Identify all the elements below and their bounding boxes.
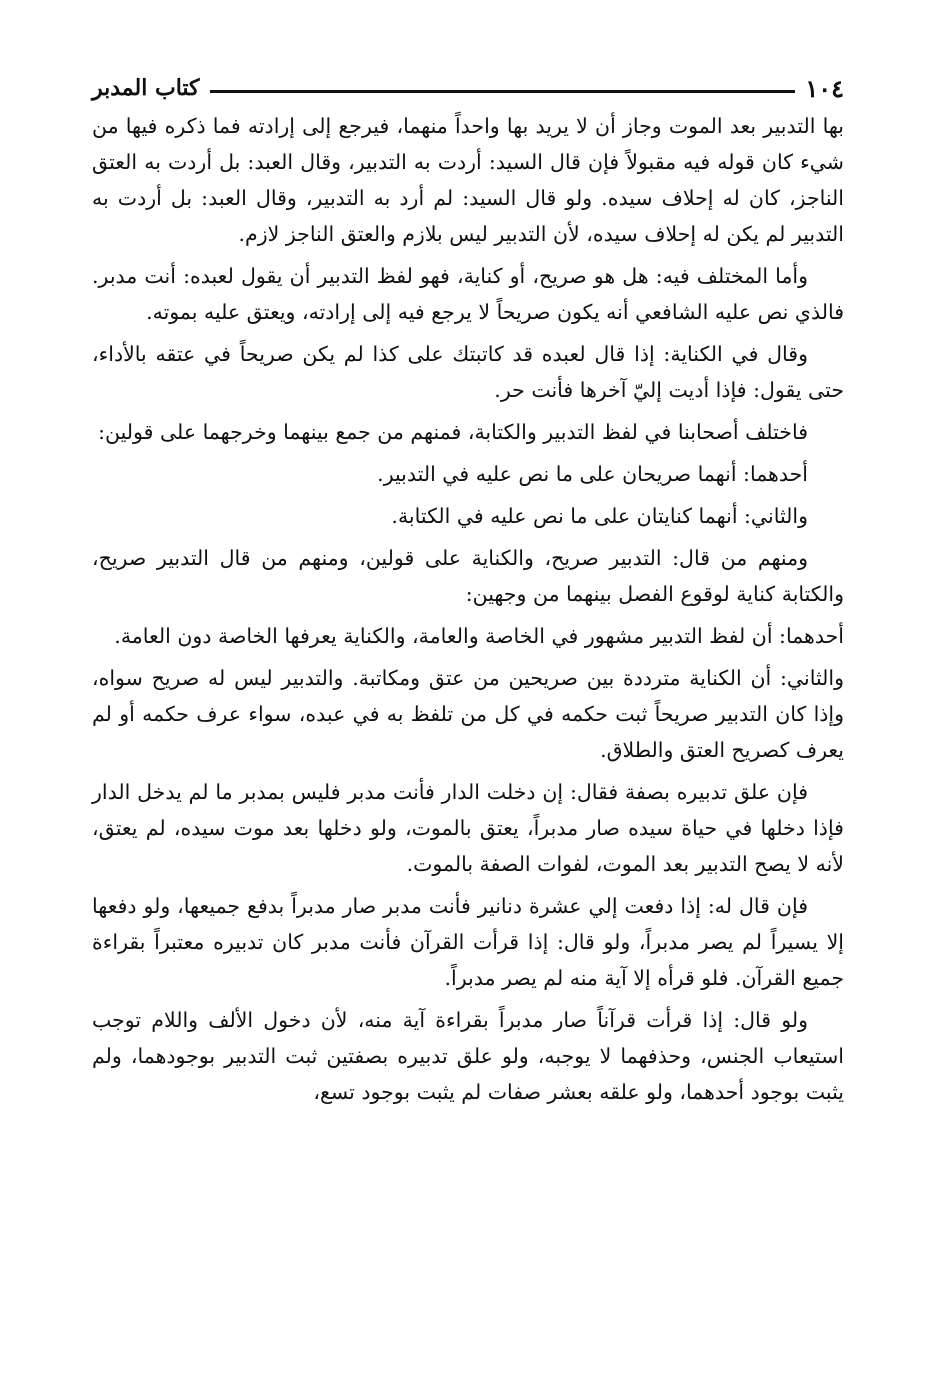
header-divider bbox=[210, 90, 796, 93]
page-header bbox=[92, 68, 844, 108]
page-body bbox=[92, 108, 844, 1110]
book-page bbox=[92, 68, 844, 1116]
paragraph: وأما المختلف فيه: هل هو صريح، أو كناية، فهو لفظ التدبير أن يقول لعبده: أنت مدبر. فالذي نص عليه الشافعي أنه يكون صريحاً لا يرجع فيه إلى إرادته، ويعتق عليه بموته. bbox=[92, 264, 844, 324]
paragraph: والثاني: أن الكناية مترددة بين صريحين من عتق ومكاتبة. والتدبير ليس له صريح سواه، وإذا كان التدبير صريحاً ثبت حكمه في كل من تلفظ به في عبده، سواء عرف حكمه أو لم يعرف كصريح العتق والطلاق. bbox=[92, 666, 844, 762]
paragraph: فإن علق تدبيره بصفة فقال: إن دخلت الدار فأنت مدبر فليس بمدبر ما لم يدخل الدار فإذا دخلها في حياة سيده صار مدبراً، يعتق بالموت، ولو دخلها بعد موت سيده، لم يعتق، لأنه لا يصح التدبير بعد الموت، لفوات الصفة بالموت. bbox=[92, 780, 844, 876]
paragraph: ومنهم من قال: التدبير صريح، والكناية على قولين، ومنهم من قال التدبير صريح، والكتابة كناية لوقوع الفصل بينهما من وجهين: bbox=[92, 546, 844, 606]
paragraph: بها التدبير بعد الموت وجاز أن لا يريد بها واحداً منهما، فيرجع إلى إرادته فما ذكره فيها من شيء كان قوله فيه مقبولاً فإن قال السيد: أردت به التدبير، وقال العبد: بل أردت به العتق الناجز، كان له إحلاف سيده. ولو قال السيد: لم أرد به التدبير، وقال العبد: بل أردت به التدبير لم يكن له إحلاف سيده، لأن التدبير ليس بلازم والعتق الناجز لازم. bbox=[92, 114, 844, 246]
paragraph: وقال في الكناية: إذا قال لعبده قد كاتبتك على كذا لم يكن صريحاً في عتقه بالأداء، حتى يقول: فإذا أديت إليّ آخرها فأنت حر. bbox=[92, 342, 844, 402]
page-number: ١٠٤ bbox=[805, 73, 844, 103]
paragraph: والثاني: أنهما كنايتان على ما نص عليه في الكتابة. bbox=[391, 504, 808, 528]
paragraph: فإن قال له: إذا دفعت إلي عشرة دنانير فأنت مدبر صار مدبراً بدفع جميعها، ولو دفعها إلا يسيراً لم يصر مدبراً، ولو قال: إذا قرأت القرآن فأنت مدبر كان تدبيره معتبراً بقراءة جميع القرآن. فلو قرأه إلا آية منه لم يصر مدبراً. bbox=[92, 894, 844, 990]
book-title: كتاب المدبر bbox=[92, 75, 200, 101]
paragraph: أحدهما: أن لفظ التدبير مشهور في الخاصة والعامة، والكناية يعرفها الخاصة دون العامة. bbox=[114, 624, 844, 648]
paragraph: أحدهما: أنهما صريحان على ما نص عليه في التدبير. bbox=[377, 462, 808, 486]
paragraph: فاختلف أصحابنا في لفظ التدبير والكتابة، فمنهم من جمع بينهما وخرجهما على قولين: bbox=[98, 420, 808, 444]
paragraph: ولو قال: إذا قرأت قرآناً صار مدبراً بقراءة آية منه، لأن دخول الألف واللام توجب استيعاب الجنس، وحذفهما لا يوجبه، ولو علق تدبيره بصفتين ثبت التدبير بوجودهما، ولم يثبت بوجود أحدهما، ولو علقه بعشر صفات لم يثبت بوجود تسع، bbox=[92, 1008, 844, 1104]
